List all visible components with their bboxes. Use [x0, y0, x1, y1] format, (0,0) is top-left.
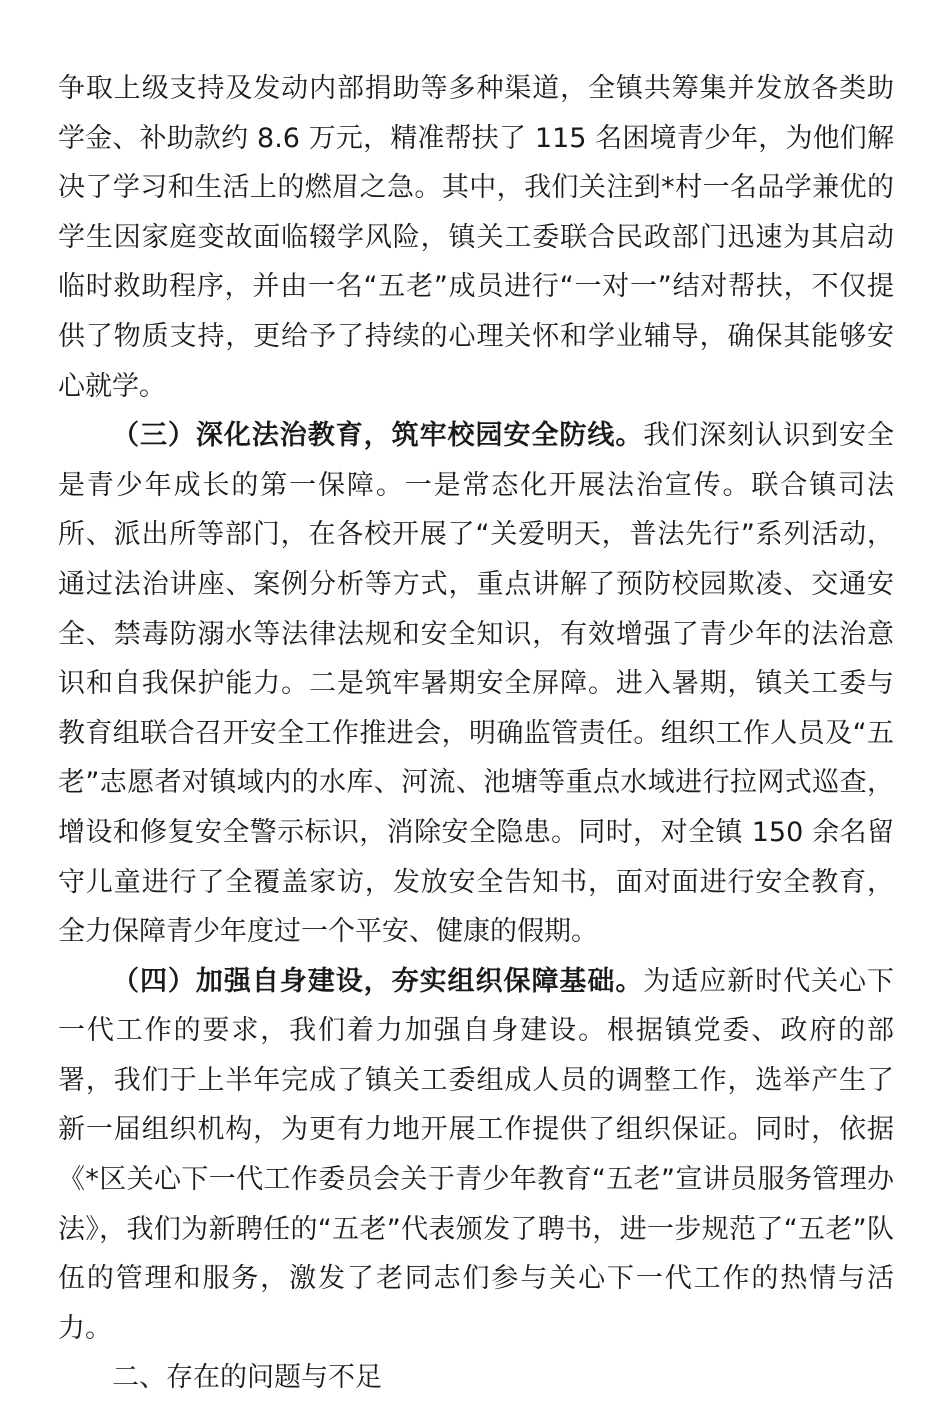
- section-4-body: 为适应新时代关心下一代工作的要求，我们着力加强自身建设。根据镇党委、政府的部署，我们于上半年完成了镇关工委组成人员的调整工作，选举产生了新一届组织机构，为更有力地开展工作提供了组织保证。同时，依据《*区关心下一代工作委员会关于青少年教育“五老”宣讲员服务管理办法》，我们为新聘任的“五老”代表颁发了聘书，进一步规范了“五老”队伍的管理和服务，激发了老同志们参与关心下一代工作的热情与活力。: [58, 965, 895, 1344]
- section-3-heading: （三）深化法治教育，筑牢校园安全防线。: [112, 420, 644, 452]
- paragraph-aid-funding-text: 争取上级支持及发动内部捐助等多种渠道，全镇共筹集并发放各类助学金、补助款约 8.6 万元，精准帮扶了 115 名困境青少年，为他们解决了学习和生活上的燃眉之急。其中，我们关注到*村一名品学兼优的学生因家庭变故面临辍学风险，镇关工委联合民政部门迅速为其启动临时救助程序，并由一名“五老”成员进行“一对一”结对帮扶，不仅提供了物质支持，更给予了持续的心理关怀和学业辅导，确保其能够安心就学。: [58, 73, 894, 402]
- section-4-heading: （四）加强自身建设，夯实组织保障基础。: [112, 965, 644, 997]
- paragraph-aid-funding: [58, 64, 894, 411]
- section-3-body: 我们深刻认识到安全是青少年成长的第一保障。一是常态化开展法治宣传。联合镇司法所、派出所等部门，在各校开展了“关爱明天，普法先行”系列活动，通过法治讲座、案例分析等方式，重点讲解了预防校园欺凌、交通安全、禁毒防溺水等法律法规和安全知识，有效增强了青少年的法治意识和自我保护能力。二是筑牢暑期安全屏障。进入暑期，镇关工委与教育组联合召开安全工作推进会，明确监管责任。组织工作人员及“五老”志愿者对镇域内的水库、河流、池塘等重点水域进行拉网式巡查，增设和修复安全警示标识，消除安全隐患。同时，对全镇 150 余名留守儿童进行了全覆盖家访，发放安全告知书，面对面进行安全教育，全力保障青少年度过一个平安、健康的假期。: [58, 420, 895, 948]
- paragraph-section-3: [58, 411, 894, 957]
- document-page: [58, 64, 894, 1403]
- paragraph-section-4: [58, 957, 894, 1354]
- section-two-heading: [58, 1353, 894, 1403]
- section-two-heading-text: 二、存在的问题与不足: [112, 1362, 382, 1394]
